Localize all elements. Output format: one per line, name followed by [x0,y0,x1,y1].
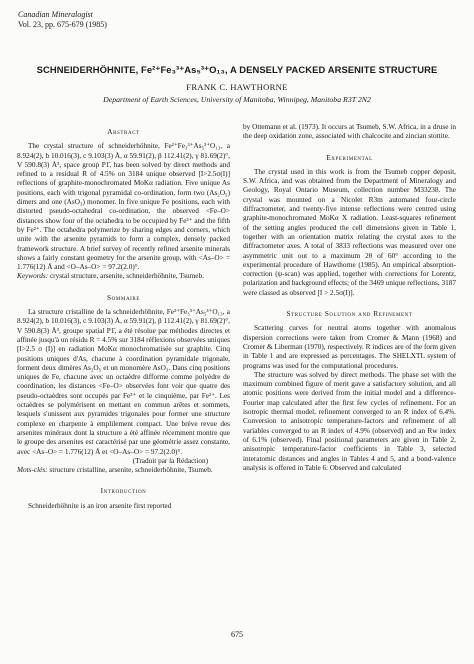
keywords [17,272,230,281]
experimental-heading: Experimental [326,152,373,162]
introduction-heading: Introduction [100,486,147,496]
introduction-text: Schneiderhöhnite is an iron arsenite first reported [28,501,172,510]
structure-heading: Structure Solution and Refinement [286,309,413,319]
left-column [17,127,230,511]
journal-volume: Vol. 23, pp. 675-679 (1985) [18,19,107,29]
journal-name: Canadian Mineralogist [18,10,93,19]
structure-paragraph-2: The structure was solved by direct methods. The phase set with the maximum combined figure of merit gave a satisfactory solution, and all atomic positions were derived from the initial model and a difference-Fourier map calculated after the first few cycles of refinement. For an isotropic thermal model, refinement converged to an R index of 6.4%. Conversion to anisotropic temperature-factors and refinement of all variables converged to an R index of 4.9% (observed) and an Rw index of 6.1% (observed). Final positional parameters are given in Table 2, anisotropic temperature-factor coefficients in Table 3, selected interatomic distances and angles in Tables 4 and 5, and a bond-valence analysis is offered in Table 6. Observed and calculated [243,370,456,472]
mots-cles-label: Mots-clés: [17,466,48,475]
translation-note: (Traduit par la Rédaction) [132,456,208,465]
introduction-continued: by Ottemann et al. (1973). It occurs at Tsumeb, S.W. Africa, in a druse in the deep oxidation zone, associated with chalcocite and zincian stottite. [243,123,456,141]
experimental-text: The crystal used in this work is from the Tsumeb copper deposit, S.W. Africa, and was obtained from the Department of Mineralogy and Geology, Royal Ontario Museum, collection number M33238. The crystal was mounted on a Nicolet R3m automated four-circle diffractometer, and twenty-five intense reflections were centred using graphite-monochromated MoKα X radiation. Least-squares refinement of the setting angles produced the cell dimensions given in Table 1, together with an orientation matrix relating the crystal axes to the diffractometer axes. A total of 3833 reflections was measured over one asymmetric unit out to a maximum 2θ of 60° according to the experimental procedure of Hawthorne (1985). An empirical absorption-correction (ψ-scan) was applied, together with corrections for Lorentz, polarization and background effects; of the 3469 unique reflections, 3187 were classed as observed [I > 2.5σ(I)]. [243,167,456,297]
sommaire-text: La structure cristalline de la schneiderhöhnite, Fe²⁺Fe₃³⁺As₅³⁺O₁₃, a 8.924(2), b 10.016(3), c 9.103(3) Å, α 59.91(2), β 112.41(2), γ 81.69(2)°, V 590.8(3) Å³, groupe spatial P1̄, a été résolue par méthodes directes et affinée jusqu'à un résidu R = 4.5% sur 3184 réflexions observées uniques [I>2.5 σ (I)] en radiation MoKα monochromatisée sur graphite. Cinq positions uniques d'As, chacune à coordination pyramidale trigonale, forment deux dimères As₂O₅ et un monomère AsO₃. Dans cinq positions uniques de Fe, chacune avec un octaèdre difforme comme polyèdre de coordination, les distances <Fe–O> observées font voir que quatre des pseudo-octaèdres sont occupés par Fe³⁺ et le cinquième, par Fe²⁺. Les octaèdres se polymérisent en mettant en commun arêtes et sommets, lesquels s'unissent aux pyramides trigonales pour former une structure complexe en charpente à emplilement compact. Une brève revue des arsenites minéraux dont la structure a été affinée récemment montre que le groupe des arsenites est caractérisé par une géométrie assez constante, avec <As–O> = 1.776(12) Å et <O–As–O> = 97.2(2.0)°. [17,308,230,456]
mots-cles [17,466,230,475]
sommaire-heading: Sommaire [106,292,141,302]
keywords-label: Keywords: [17,272,49,281]
keywords-text: crystal structure, arsenite, schneiderhöhnite, Tsumeb. [49,272,204,281]
mots-cles-text: structure cristalline, arsenite, schneiderhöhnite, Tsumeb. [49,466,213,475]
right-column [243,123,456,473]
abstract-heading: Abstract [107,127,140,136]
author-affiliation: Department of Earth Sciences, University of Manitoba, Winnipeg, Manitoba R3T 2N2 [103,95,371,104]
abstract-text: The crystal structure of schneiderhöhnite, Fe²⁺Fe₃³⁺As₅³⁺O₁₃, a 8.924(2), b 10.016(3), c 9.103(3) Å, α 59.91(2), β 112.41(2), γ 81.69(2)°, V 590.8(3) Å³, space group P1̄, has been solved by direct methods and refined to a residual R of 4.5% on 3184 unique observed [I>2.5σ(I)] reflections of graphite-monochromated MoKα radiation. Five unique As positions, each with trigonal pyramidal co-ordination, form two (As₂O₅) dimers and one (AsO₃) monomer. In five unique Fe positions, each with distorted pseudo-octahedral co-ordination, the observed <Fe–O> distances show four of the octahedra to be occupied by Fe³⁺ and the fifth by Fe²⁺. The octahedra polymerize by sharing edges and corners, which unite with the arsenite pyramids to form a complex, densely packed framework structure. A brief survey of recently refined arsenite minerals shows a fairly constant geometry for the arsenite group, with <As–O> = 1.776(12) Å and <O–As–O> = 97.2(2.0)°. [17,142,230,272]
journal-header [18,10,107,29]
page-number: 675 [231,630,243,639]
article-title: SCHNEIDERHÖHNITE, Fe²⁺Fe₃³⁺As₅³⁺O₁₃, A DENSELY PACKED ARSENITE STRUCTURE [36,64,438,75]
article-author: FRANK C. HAWTHORNE [186,82,288,92]
structure-paragraph-1: Scattering curves for neutral atoms together with anomalous dispersion corrections were taken from Cromer & Mann (1968) and Cromer & Liberman (1970), respectively. R indices are of the form given in Table 1 and are expressed as percentages. The SHELXTL system of programs was used for the computational procedures. [243,324,456,370]
